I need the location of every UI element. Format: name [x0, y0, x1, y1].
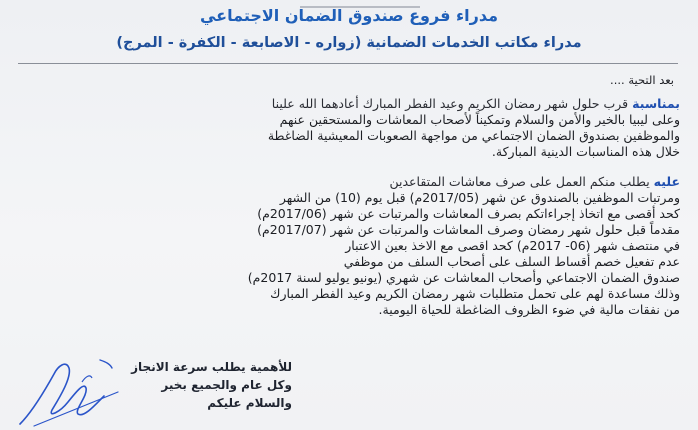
header-recipients: مدراء فروع صندوق الضمان الاجتماعي — [199, 6, 499, 25]
closing-line1: للأهمية يطلب سرعة الانجاز — [131, 360, 292, 374]
para1-line3: والموظفين بصندوق الضمان الاجتماعي من مواجهة الصعوبات المعيشية الضاغطة — [267, 128, 680, 143]
para2-line1 — [0, 174, 698, 190]
para2-line8: وذلك مساعدة لهم على تحمل متطلبات شهر رمضان الكريم وعيد الفطر المبارك — [270, 286, 680, 301]
greeting: بعد التحية .... — [610, 73, 674, 87]
handwritten-signature — [14, 352, 124, 430]
para2-line2: ومرتبات الموظفين بالصندوق عن شهر (2017/05م) قبل يوم (10) من الشهر — [279, 190, 680, 205]
para1-line1 — [0, 96, 698, 112]
para2-line4: مقدماً قبل حلول شهر رمضان وصرف المعاشات والمرتبات عن شهر (2017/07م) — [257, 222, 680, 237]
para2-line3: كحد أقصى مع اتخاذ إجراءاتكم بصرف المعاشات والمرتبات عن شهر (2017/06م) — [257, 206, 680, 221]
para1-line4: خلال هذه المناسبات الدينية المباركة. — [491, 144, 680, 159]
para2-line7: صندوق الضمان الاجتماعي وأصحاب المعاشات عن شهري (يونيو يوليو لسنة 2017م) — [247, 270, 680, 285]
para2-line5: في منتصف شهر (06- 2017م) كحد اقصى مع الاخذ بعين الاعتبار — [345, 238, 680, 253]
para2-text1: يطلب منكم العمل على صرف معاشات المتقاعدين — [389, 174, 650, 189]
closing-line2: وكل عام والجميع بخير — [161, 378, 292, 392]
para2-line6: عدم تفعيل خصم أقساط السلف على أصحاب السلف من موظفي — [343, 254, 680, 269]
para1-text1: قرب حلول شهر رمضان الكريم وعيد الفطر المبارك أعادهما الله علينا — [271, 96, 629, 111]
para2-line9: من نفقات مالية في ضوء الظروف الضاغطة للحياة اليومية. — [378, 302, 680, 317]
header-divider — [18, 63, 678, 64]
header-offices: مدراء مكاتب الخدمات الضمانية (زواره - الاصابعة - الكفرة - المرج) — [116, 35, 582, 51]
para2-lead: عليه — [653, 174, 680, 189]
para1-line2: وعلى ليبيا بالخير والأمن والسلام وتمكيناً لأصحاب المعاشات والمستحقين عنهم — [279, 112, 680, 127]
para1-lead: بمناسبة — [632, 96, 680, 111]
closing-line3: والسلام عليكم — [207, 396, 292, 410]
